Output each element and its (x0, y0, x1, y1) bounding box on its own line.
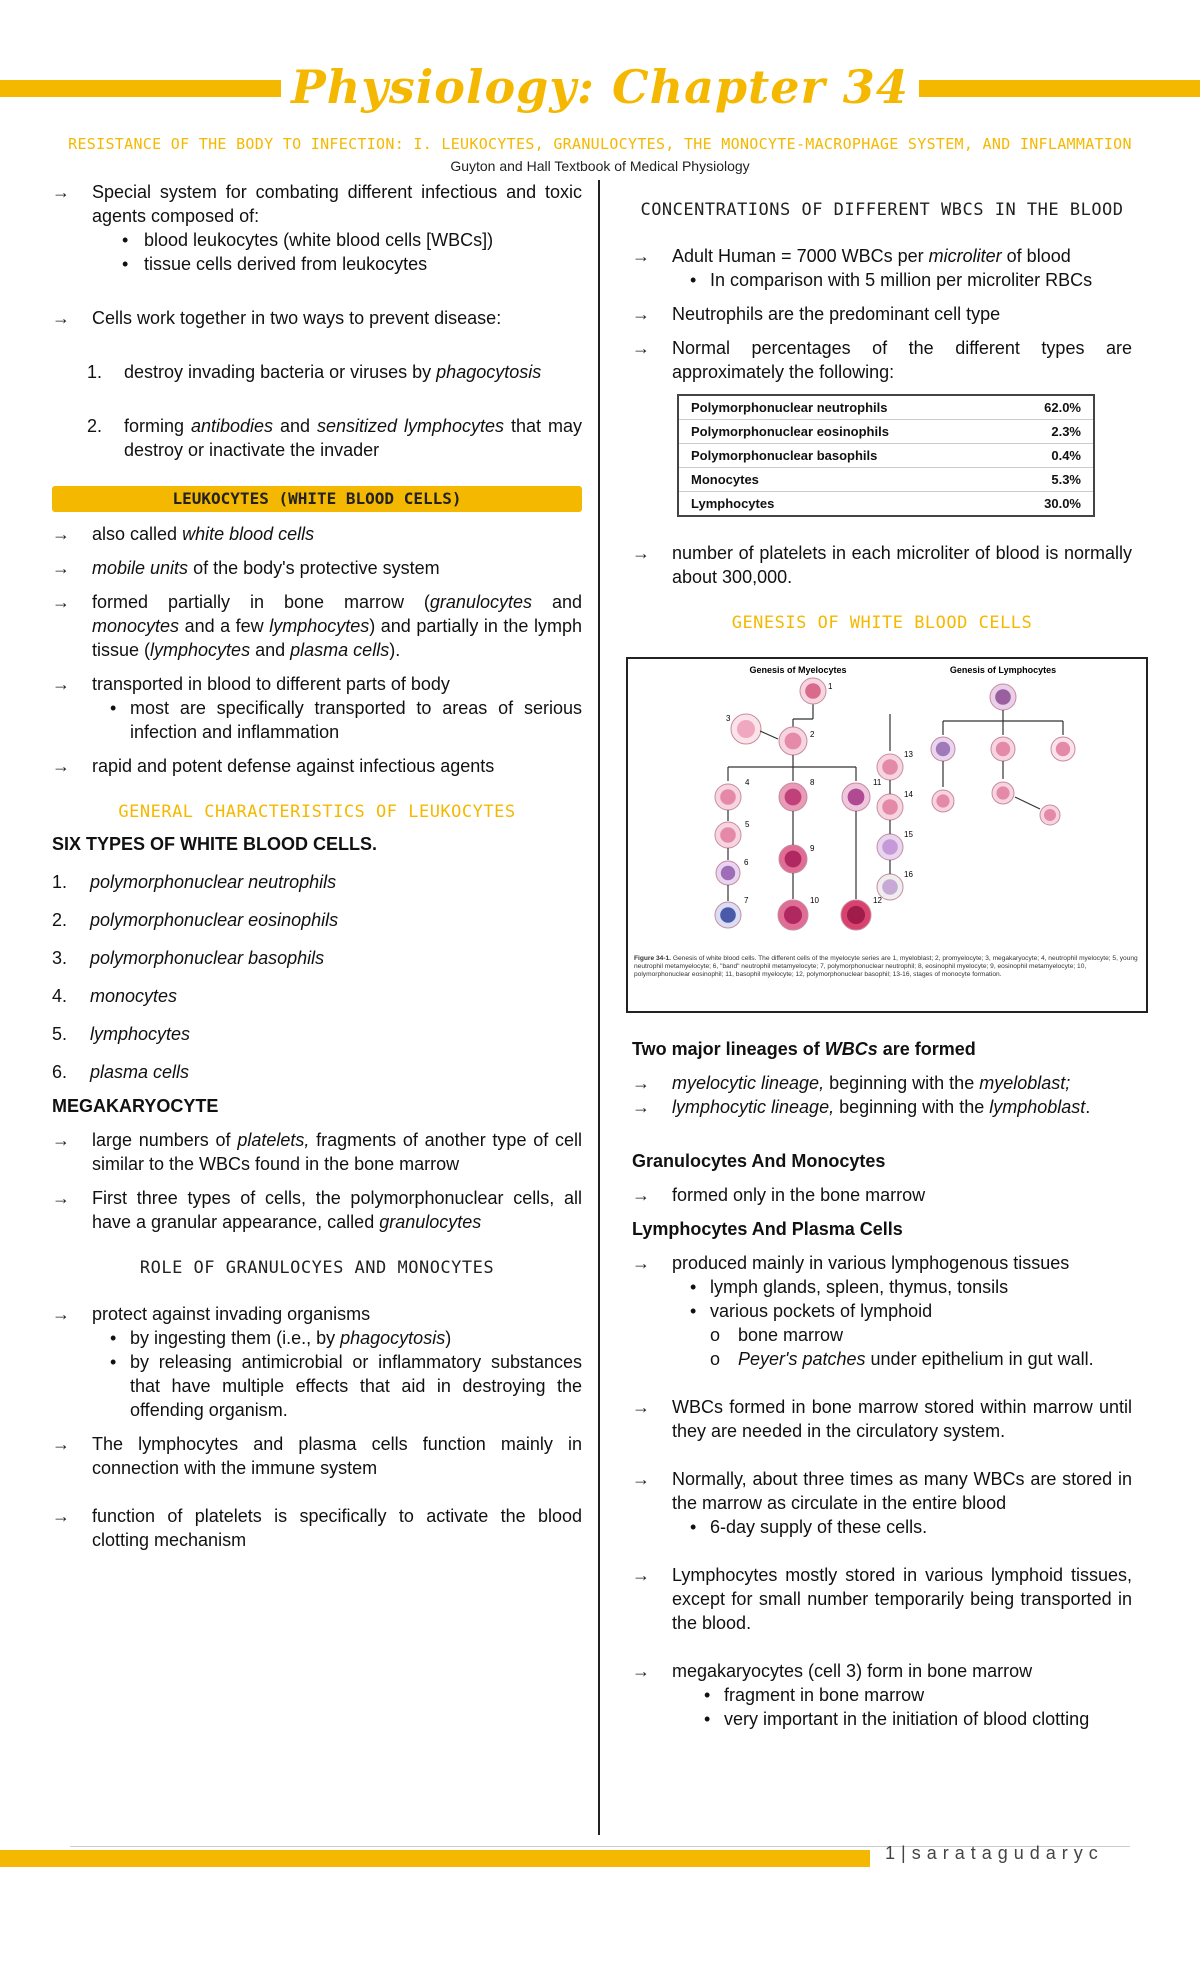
wbc-type-item: 3. polymorphonuclear basophils (52, 948, 325, 968)
arrow-icon: → (632, 1097, 650, 1117)
bullet-item: • various pockets of lymphoid (690, 1301, 933, 1321)
mega-item: → large numbers of platelets, fragments of another type of cell similar to the WBCs found in the bone marrow (52, 1130, 582, 1174)
arrow-icon: → (632, 1565, 650, 1585)
lymphocyte-cell-d-nucleus (996, 786, 1009, 799)
arrow-icon: → (52, 1304, 70, 1324)
lymphocyte-cell-c-nucleus (936, 794, 949, 807)
cell-percent: 5.3% (1004, 468, 1094, 492)
arrow-icon: → (632, 338, 650, 358)
cell-label: 6 (744, 858, 749, 867)
leuko-item: → rapid and potent defense against infectious agents (52, 756, 495, 776)
cell-diagram (715, 678, 1075, 930)
arrow-icon: → (52, 674, 70, 694)
leuko-item: → mobile units of the body's protective system (52, 558, 440, 578)
cell-label: 14 (904, 790, 913, 799)
table-row (678, 420, 1094, 444)
polymorphonuclear-eosinophil-nucleus (784, 906, 802, 924)
arrow-icon: → (52, 308, 70, 328)
cell-label: 2 (810, 730, 815, 739)
cell-label: 9 (810, 844, 815, 853)
cell-label: 8 (810, 778, 815, 787)
myeloblast-cell-nucleus (805, 683, 821, 699)
table-row (678, 468, 1094, 492)
circle-bullet-icon: o (710, 1325, 721, 1345)
bullet-icon: • (110, 1352, 117, 1372)
cell-label: 11 (873, 778, 882, 787)
lp-heading: Lymphocytes And Plasma Cells (632, 1219, 903, 1239)
wbc-type-item: 2. polymorphonuclear eosinophils (52, 910, 339, 930)
bullet-item: • tissue cells derived from leukocytes (122, 254, 428, 274)
connector-line (1015, 797, 1040, 809)
mega-item: → First three types of cells, the polymorphonuclear cells, all have a granular appearance, called granulocytes (52, 1188, 582, 1232)
column-divider (598, 180, 600, 1835)
types-list (52, 870, 582, 1084)
lp-item: → produced mainly in various lymphogenous tissues (632, 1253, 1070, 1273)
cell-percent: 30.0% (1004, 492, 1094, 517)
bullet-item: • 6-day supply of these cells. (690, 1517, 928, 1537)
arrow-icon: → (52, 524, 70, 544)
page-subtitle: RESISTANCE OF THE BODY TO INFECTION: I. LEUKOCYTES, GRANULOCYTES, THE MONOCYTE-MACROPHAGE SYSTEM, AND INFLAMMATION (68, 135, 1132, 153)
cell-label: 7 (744, 896, 749, 905)
arrow-icon: → (52, 1188, 70, 1208)
bullet-icon: • (690, 1517, 697, 1537)
storage-item: → WBCs formed in bone marrow stored within marrow until they are needed in the circulatory system. (632, 1397, 1132, 1441)
cell-type: Polymorphonuclear eosinophils (678, 420, 1004, 444)
monocyte-stage-16-nucleus (882, 879, 898, 895)
percentages-table (677, 394, 1095, 517)
bullet-item: • lymph glands, spleen, thymus, tonsils (690, 1277, 1009, 1297)
cell-type: Monocytes (678, 468, 1004, 492)
general-heading: GENERAL CHARACTERISTICS OF LEUKOCYTES (118, 802, 516, 822)
monocyte-stage-15-nucleus (882, 839, 898, 855)
arrow-icon: → (52, 1506, 70, 1526)
ways-item: → Cells work together in two ways to prevent disease: (52, 308, 502, 328)
bullet-item: • by ingesting them (i.e., by phagocytosis) (110, 1328, 452, 1348)
role-heading: ROLE OF GRANULOCYES AND MONOCYTES (139, 1258, 495, 1278)
eosinophil-metamyelocyte-nucleus (785, 851, 802, 868)
fig-left-title: Genesis of Myelocytes (749, 665, 847, 675)
table-row (678, 444, 1094, 468)
intro-item: → Special system for combating different infectious and toxic agents composed of: (52, 182, 582, 226)
arrow-icon: → (52, 592, 70, 612)
arrow-icon: → (632, 1661, 650, 1681)
band-neutrophil-nucleus (721, 866, 735, 880)
right-column (632, 180, 1138, 1731)
role-item: → The lymphocytes and plasma cells function mainly in connection with the immune system (52, 1434, 582, 1478)
cell-label: 16 (904, 870, 913, 879)
cell-percent: 62.0% (1004, 395, 1094, 420)
table-row (678, 395, 1094, 420)
bullet-icon: • (122, 254, 129, 274)
bullet-item: • very important in the initiation of blood clotting (704, 1709, 1090, 1729)
bullet-icon: • (110, 698, 117, 718)
wbc-type-item: 6. plasma cells (52, 1062, 190, 1082)
cell-type: Polymorphonuclear neutrophils (678, 395, 1004, 420)
bullet-icon: • (690, 270, 697, 290)
conc-item: → Neutrophils are the predominant cell type (632, 304, 1001, 324)
way-1: 1. destroy invading bacteria or viruses by phagocytosis (87, 362, 542, 382)
footer-bar (0, 1850, 870, 1867)
bullet-item: • blood leukocytes (white blood cells [WBCs]) (122, 230, 494, 250)
leuko-item: → formed partially in bone marrow (granulocytes and monocytes and a few lymphocytes) and partially in the lymph tissue (lymphocytes and plasma cells). (52, 592, 582, 660)
arrow-icon: → (52, 1434, 70, 1454)
gm-heading: Granulocytes And Monocytes (632, 1151, 886, 1171)
sub-bullet-item: o bone marrow (710, 1325, 844, 1345)
role-item: → function of platelets is specifically to activate the blood clotting mechanism (52, 1506, 582, 1550)
lineage-item: → lymphocytic lineage, beginning with the lymphoblast. (632, 1097, 1091, 1117)
cell-label: 15 (904, 830, 913, 839)
left-column (52, 180, 582, 1552)
leuko-item: → transported in blood to different parts of body (52, 674, 450, 694)
figure-caption: Figure 34-1. Genesis of white blood cells. The different cells of the myelocyte series are 1, myeloblast; 2, promyelocyte; 3, megakaryocyte; 4, neutrophil myelocyte; 5, young neutrophil metamyelocyte; 6, "band" neutrophil metamyelocyte; 7, polymorphonuclear neutrophil; 8, eosinophil myelocyte; 9, eosinophil metamyelocyte; 10, polymorphonuclear eosinophil; 11, basophil myelocyte; 12, polymorphonuclear basophil; 13-16, stages of monocyte formation. (634, 955, 1138, 978)
bullet-icon: • (690, 1301, 697, 1321)
arrow-icon: → (632, 1469, 650, 1489)
arrow-icon: → (52, 1130, 70, 1150)
cell-label: 10 (810, 896, 819, 905)
way-2: 2. forming antibodies and sensitized lymphocytes that may destroy or inactivate the invader (87, 416, 582, 460)
arrow-icon: → (632, 543, 650, 563)
gm-item: → formed only in the bone marrow (632, 1185, 926, 1205)
arrow-icon: → (632, 304, 650, 324)
lymphocyte-cell-b-nucleus (1056, 742, 1070, 756)
cell-label: 5 (745, 820, 750, 829)
arrow-icon: → (52, 558, 70, 578)
cell-type: Polymorphonuclear basophils (678, 444, 1004, 468)
arrow-icon: → (52, 756, 70, 776)
source-line: Guyton and Hall Textbook of Medical Physiology (450, 158, 750, 174)
bullet-item: • In comparison with 5 million per microliter RBCs (690, 270, 1093, 290)
polymorphonuclear-neutrophil-nucleus (720, 907, 736, 923)
six-types-heading: SIX TYPES OF WHITE BLOOD CELLS. (52, 834, 378, 854)
eosinophil-myelocyte-nucleus (785, 789, 802, 806)
bullet-icon: • (704, 1709, 711, 1729)
genesis-diagram (628, 659, 1146, 1011)
cell-percent: 2.3% (1004, 420, 1094, 444)
bullet-icon: • (110, 1328, 117, 1348)
neutrophil-myelocyte-nucleus (720, 789, 736, 805)
megakaryocyte-heading: MEGAKARYOCYTE (52, 1096, 219, 1116)
lymphoblast-cell-nucleus (995, 689, 1011, 705)
arrow-icon: → (632, 1397, 650, 1417)
bullet-icon: • (690, 1277, 697, 1297)
genesis-heading: GENESIS OF WHITE BLOOD CELLS (731, 613, 1033, 633)
wbc-type-item: 1. polymorphonuclear neutrophils (52, 872, 337, 892)
arrow-icon: → (632, 1253, 650, 1273)
sub-bullet-item: o Peyer's patches under epithelium in gut wall. (710, 1349, 1094, 1369)
fig-right-title: Genesis of Lymphocytes (949, 665, 1057, 675)
basophil-myelocyte-nucleus (848, 789, 865, 806)
storage-item: → Normally, about three times as many WBCs are stored in the marrow as circulate in the entire blood (632, 1469, 1132, 1513)
arrow-icon: → (52, 182, 70, 202)
concentrations-heading: CONCENTRATIONS OF DIFFERENT WBCS IN THE BLOOD (640, 200, 1124, 220)
bullet-icon: • (704, 1685, 711, 1705)
genesis-figure (626, 657, 1148, 1013)
megakaryocyte-cell-nucleus (737, 720, 755, 738)
table-row (678, 492, 1094, 517)
cell-label: 13 (904, 750, 913, 759)
cell-type: Lymphocytes (678, 492, 1004, 517)
cell-percent: 0.4% (1004, 444, 1094, 468)
footer-text: 1|saratagudaryc (885, 1843, 1104, 1863)
young-neutrophil-metamyelocyte-nucleus (720, 827, 736, 843)
bullet-item: • most are specifically transported to areas of serious infection and inflammation (110, 698, 582, 742)
polymorphonuclear-basophil-nucleus (847, 906, 865, 924)
storage-item: → megakaryocytes (cell 3) form in bone marrow (632, 1661, 1033, 1681)
leukocytes-banner: LEUKOCYTES (WHITE BLOOD CELLS) (52, 486, 582, 512)
page-title: Physiology: Chapter 34 (0, 60, 1200, 114)
connector-line (760, 731, 778, 739)
cell-label: 4 (745, 778, 750, 787)
bullet-item: • by releasing antimicrobial or inflammatory substances that have multiple effects that aid in destroying the offending organism. (110, 1352, 582, 1420)
cell-label: 3 (726, 714, 731, 723)
circle-bullet-icon: o (710, 1349, 721, 1369)
lineages-heading: Two major lineages of WBCs are formed (632, 1039, 976, 1059)
cell-label: 1 (828, 682, 833, 691)
conc-item: → Adult Human = 7000 WBCs per microliter of blood (632, 246, 1071, 266)
leuko-item: → also called white blood cells (52, 524, 315, 544)
monocyte-stage-13-nucleus (882, 759, 898, 775)
conc-item: → Normal percentages of the different types are approximately the following: (632, 338, 1132, 382)
arrow-icon: → (632, 246, 650, 266)
conc-item: → number of platelets in each microliter of blood is normally about 300,000. (632, 543, 1132, 587)
role-item: → protect against invading organisms (52, 1304, 371, 1324)
plasma-cell-nucleus (1044, 809, 1056, 821)
monocyte-stage-14-nucleus (882, 799, 898, 815)
bullet-icon: • (122, 230, 129, 250)
prolymphocyte-cell-nucleus (936, 742, 950, 756)
arrow-icon: → (632, 1073, 650, 1093)
wbc-type-item: 4. monocytes (52, 986, 178, 1006)
storage-item: → Lymphocytes mostly stored in various lymphoid tissues, except for small number temporarily being transported in the blood. (632, 1565, 1132, 1633)
wbc-type-item: 5. lymphocytes (52, 1024, 191, 1044)
lineage-item: → myelocytic lineage, beginning with the myeloblast; (632, 1073, 1071, 1093)
promyelocyte-cell-nucleus (785, 733, 802, 750)
arrow-icon: → (632, 1185, 650, 1205)
lymphocyte-cell-a-nucleus (996, 742, 1010, 756)
cell-label: 12 (873, 896, 882, 905)
bullet-item: • fragment in bone marrow (704, 1685, 925, 1705)
